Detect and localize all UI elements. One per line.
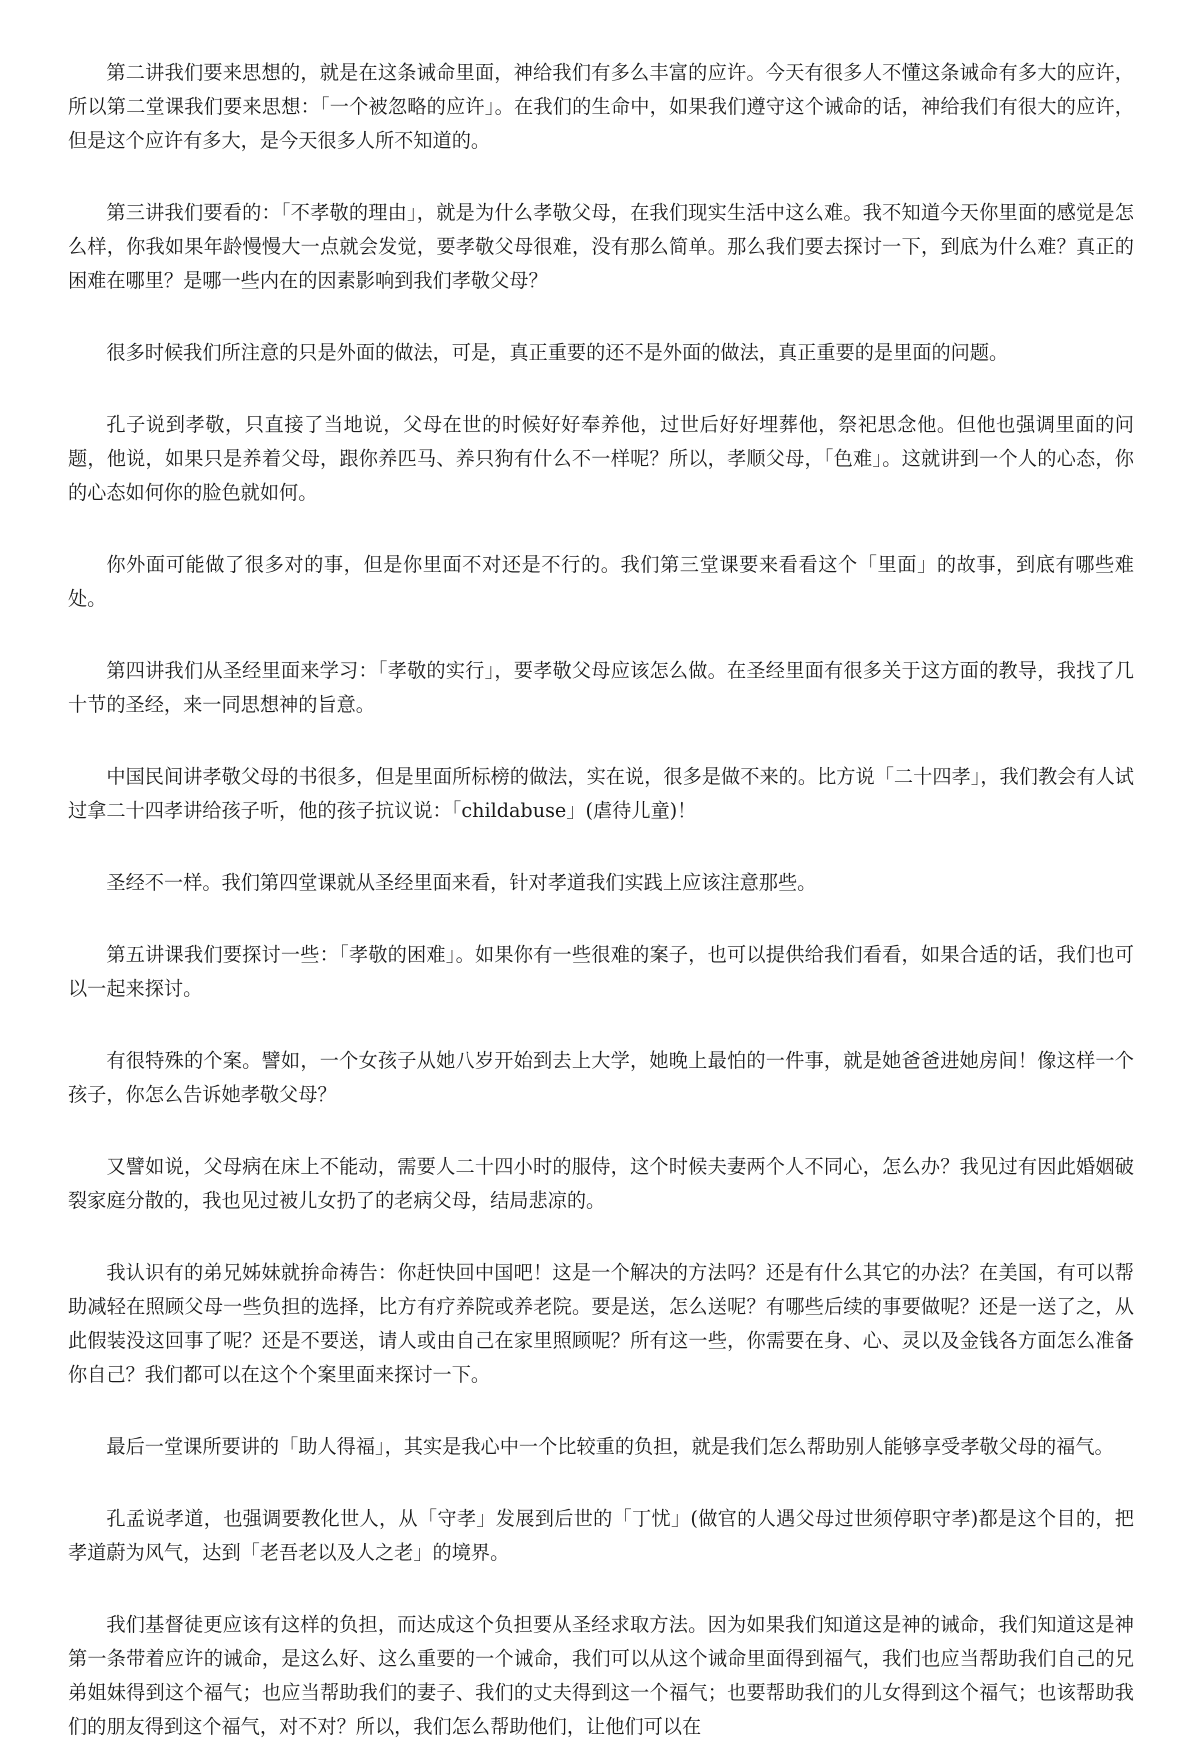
paragraph-confucius-mencius: 孔孟说孝道，也强调要教化世人，从「守孝」发展到后世的「丁忧」(做官的人遇父母过世须停职守孝)都是这个目的，把孝道蔚为风气，达到「老吾老以及人之老」的境界。 xyxy=(68,1507,1134,1564)
paragraph-special-case: 有很特殊的个案。譬如，一个女孩子从她八岁开始到去上大学，她晚上最怕的一件事，就是她爸爸进她房间！像这样一个孩子，你怎么告诉她孝敬父母？ xyxy=(68,1049,1134,1106)
paragraph-inner-story: 你外面可能做了很多对的事，但是你里面不对还是不行的。我们第三堂课要来看看这个「里面」的故事，到底有哪些难处。 xyxy=(68,553,1134,610)
document-page xyxy=(68,56,1134,1744)
paragraph-nursing-home: 我认识有的弟兄姊妹就拚命祷告：你赶快回中国吧！这是一个解决的方法吗？还是有什么其它的办法？在美国，有可以帮助减轻在照顾父母一些负担的选择，比方有疗养院或养老院。要是送，怎么送呢？有哪些后续的事要做呢？还是一送了之，从此假装没这回事了呢？还是不要送，请人或由自己在家里照顾呢？所有这一些，你需要在身、心、灵以及金钱各方面怎么准备你自己？我们都可以在这个个案里面来探讨一下。 xyxy=(68,1261,1134,1386)
paragraph-christian-burden: 我们基督徒更应该有这样的负担，而达成这个负担要从圣经求取方法。因为如果我们知道这是神的诫命，我们知道这是神第一条带着应许的诫命，是这么好、这么重要的一个诫命，我们可以从这个诫命里面得到福气，我们也应当帮助我们自己的兄弟姐妹得到这个福气；也应当帮助我们的妻子、我们的丈夫得到这一个福气；也要帮助我们的儿女得到这个福气；也该帮助我们的朋友得到这个福气，对不对？所以，我们怎么帮助他们，让他们可以在 xyxy=(68,1613,1134,1738)
paragraph-lecture-4: 第四讲我们从圣经里面来学习：「孝敬的实行」，要孝敬父母应该怎么做。在圣经里面有很多关于这方面的教导，我找了几十节的圣经，来一同思想神的旨意。 xyxy=(68,659,1134,716)
paragraph-confucius: 孔子说到孝敬，只直接了当地说，父母在世的时候好好奉养他，过世后好好埋葬他，祭祀思念他。但他也强调里面的问题，他说，如果只是养着父母，跟你养匹马、养只狗有什么不一样呢？所以，孝顺父母，「色难」。这就讲到一个人的心态，你的心态如何你的脸色就如何。 xyxy=(68,413,1134,504)
paragraph-lecture-5: 第五讲课我们要探讨一些：「孝敬的困难」。如果你有一些很难的案子，也可以提供给我们看看，如果合适的话，我们也可以一起来探讨。 xyxy=(68,943,1134,1000)
paragraph-outer-practice: 很多时候我们所注意的只是外面的做法，可是，真正重要的还不是外面的做法，真正重要的是里面的问题。 xyxy=(106,341,1009,364)
paragraph-sick-parents: 又譬如说，父母病在床上不能动，需要人二十四小时的服侍，这个时候夫妻两个人不同心，怎么办？我见过有因此婚姻破裂家庭分散的，我也见过被儿女扔了的老病父母，结局悲凉的。 xyxy=(68,1155,1134,1212)
paragraph-twenty-four-filial: 中国民间讲孝敬父母的书很多，但是里面所标榜的做法，实在说，很多是做不来的。比方说「二十四孝」，我们教会有人试过拿二十四孝讲给孩子听，他的孩子抗议说：「childabuse」(虐待儿童)！ xyxy=(68,765,1134,822)
paragraph-lecture-3: 第三讲我们要看的：「不孝敬的理由」，就是为什么孝敬父母，在我们现实生活中这么难。我不知道今天你里面的感觉是怎么样，你我如果年龄慢慢大一点就会发觉，要孝敬父母很难，没有那么简单。那么我们要去探讨一下，到底为什么难？真正的困难在哪里？是哪一些内在的因素影响到我们孝敬父母？ xyxy=(68,201,1134,292)
paragraph-lecture-2: 第二讲我们要来思想的，就是在这条诫命里面，神给我们有多么丰富的应许。今天有很多人不懂这条诫命有多大的应许，所以第二堂课我们要来思想：「一个被忽略的应许」。在我们的生命中，如果我们遵守这个诫命的话，神给我们有很大的应许，但是这个应许有多大，是今天很多人所不知道的。 xyxy=(68,61,1134,152)
paragraph-final-lecture: 最后一堂课所要讲的「助人得福」，其实是我心中一个比较重的负担，就是我们怎么帮助别人能够享受孝敬父母的福气。 xyxy=(106,1435,1114,1458)
paragraph-bible-different: 圣经不一样。我们第四堂课就从圣经里面来看，针对孝道我们实践上应该注意那些。 xyxy=(106,871,817,894)
